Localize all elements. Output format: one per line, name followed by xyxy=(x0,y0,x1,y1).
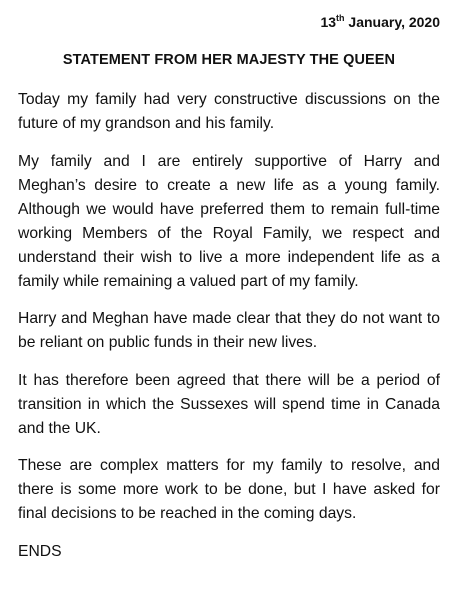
paragraph-transition: It has therefore been agreed that there will be a period of transition in which the Sussexes will spend time in Canada and the UK. xyxy=(18,371,440,437)
paragraph-complex-matters: These are complex matters for my family to resolve, and there is some more work to be done, but I have asked for final decisions to be reached in the coming days. xyxy=(18,457,440,522)
paragraph-discussions: Today my family had very constructive discussions on the future of my grandson and his family. xyxy=(18,91,440,132)
date-ordinal-suffix: th xyxy=(336,13,345,23)
date-month-year: January, 2020 xyxy=(344,14,440,30)
statement-date xyxy=(320,14,440,30)
statement-body xyxy=(18,88,440,564)
paragraph-support: My family and I are entirely supportive of Harry and Meghan’s desire to create a new life as a young family. Although we would have preferred them to remain full-time working Members of the Royal Family, we respect and understand their wish to live a more independent life as a family while remaining a valued part of my family. xyxy=(18,152,440,290)
date-day: 13 xyxy=(320,14,337,30)
statement-title: STATEMENT FROM HER MAJESTY THE QUEEN xyxy=(62,52,396,68)
paragraph-public-funds: Harry and Meghan have made clear that they do not want to be reliant on public funds in their new lives. xyxy=(18,310,440,351)
closing-ends: ENDS xyxy=(18,542,62,560)
